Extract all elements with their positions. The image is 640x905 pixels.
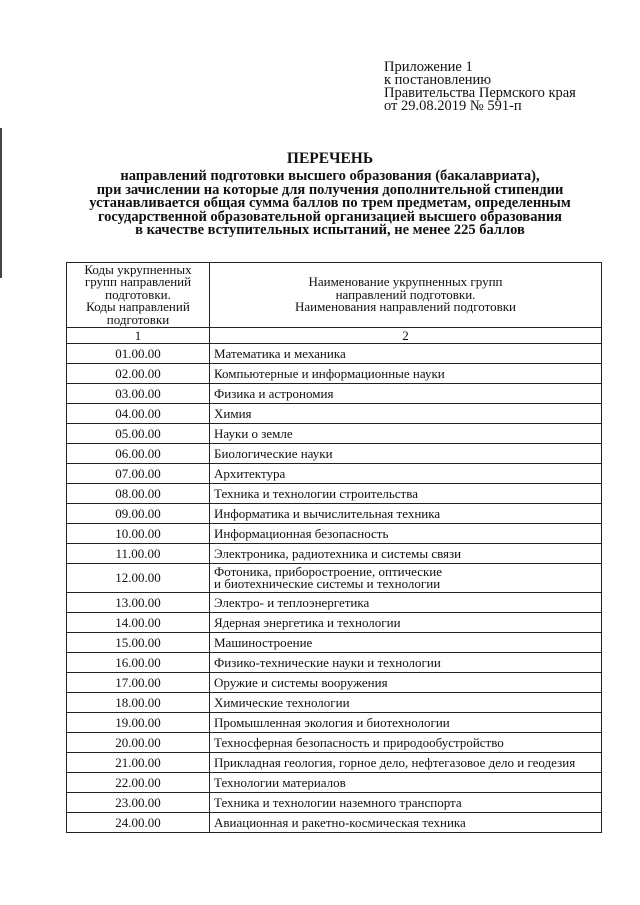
direction-name-line: Технологии материалов [214, 775, 346, 790]
direction-name-line: Математика и механика [214, 346, 346, 361]
direction-code: 19.00.00 [67, 713, 210, 733]
direction-name [210, 633, 602, 653]
table-row [67, 444, 602, 464]
table-row [67, 504, 602, 524]
direction-code: 14.00.00 [67, 613, 210, 633]
scan-edge-mark [0, 128, 2, 278]
table-row [67, 753, 602, 773]
table-row [67, 633, 602, 653]
header-names [210, 263, 602, 328]
direction-name [210, 813, 602, 833]
direction-name [210, 404, 602, 424]
header-names-line: направлений подготовки. [335, 286, 476, 302]
direction-name-line: Техника и технологии наземного транспорта [214, 795, 462, 810]
direction-name [210, 504, 602, 524]
header-codes-line: Коды укрупненных [84, 261, 192, 277]
direction-code: 08.00.00 [67, 484, 210, 504]
header-names-line: Наименование укрупненных групп [308, 274, 503, 290]
document-title [60, 150, 600, 238]
appendix-line: Правительства Пермского края [384, 85, 576, 101]
direction-code: 02.00.00 [67, 364, 210, 384]
direction-name-line: Информационная безопасность [214, 526, 389, 541]
table-body [67, 328, 602, 833]
direction-code: 15.00.00 [67, 633, 210, 653]
direction-name-line: Компьютерные и информационные науки [214, 366, 445, 381]
table-row [67, 424, 602, 444]
direction-name [210, 484, 602, 504]
direction-name [210, 544, 602, 564]
title-word: ПЕРЕЧЕНЬ [286, 150, 374, 167]
subtitle-line: в качестве вступительных испытаний, не менее 225 баллов [135, 222, 525, 238]
direction-code: 03.00.00 [67, 384, 210, 404]
header-names-line: Наименования направлений подготовки [294, 299, 517, 315]
direction-code: 20.00.00 [67, 733, 210, 753]
direction-name-line: Авиационная и ракетно-космическая техника [214, 815, 466, 830]
direction-name [210, 653, 602, 673]
table-row [67, 464, 602, 484]
table-row [67, 733, 602, 753]
direction-name [210, 364, 602, 384]
direction-name-line: Ядерная энергетика и технологии [214, 615, 401, 630]
direction-name-line: и биотехнические системы и технологии [214, 576, 441, 591]
column-number-row [67, 328, 602, 344]
direction-name-line: Техносферная безопасность и природообустройство [214, 735, 504, 750]
direction-name [210, 564, 602, 593]
direction-code: 16.00.00 [67, 653, 210, 673]
direction-name-line: Техника и технологии строительства [214, 486, 418, 501]
direction-code: 24.00.00 [67, 813, 210, 833]
direction-name-line: Электро- и теплоэнергетика [214, 595, 370, 610]
direction-name-line: Машиностроение [214, 635, 313, 650]
table-row [67, 713, 602, 733]
direction-code: 01.00.00 [67, 344, 210, 364]
appendix-block [384, 61, 576, 113]
direction-code: 07.00.00 [67, 464, 210, 484]
direction-name-line: Физика и астрономия [214, 386, 334, 401]
header-codes [67, 263, 210, 328]
direction-code: 10.00.00 [67, 524, 210, 544]
direction-code: 22.00.00 [67, 773, 210, 793]
table-row [67, 484, 602, 504]
table-row [67, 344, 602, 364]
table-row [67, 364, 602, 384]
header-codes-line: групп направлений [84, 274, 192, 290]
table-row [67, 404, 602, 424]
direction-name [210, 524, 602, 544]
direction-code: 17.00.00 [67, 673, 210, 693]
direction-name-line: Прикладная геология, горное дело, нефтегазовое дело и геодезия [214, 755, 576, 770]
direction-name [210, 464, 602, 484]
table-row [67, 813, 602, 833]
direction-name-line: Информатика и вычислительная техника [214, 506, 441, 521]
direction-name [210, 793, 602, 813]
direction-code: 11.00.00 [67, 544, 210, 564]
table-row [67, 773, 602, 793]
table-row [67, 693, 602, 713]
column-number: 2 [210, 328, 602, 344]
direction-name [210, 693, 602, 713]
table-row [67, 653, 602, 673]
direction-name [210, 384, 602, 404]
direction-code: 09.00.00 [67, 504, 210, 524]
header-codes-line: Коды направлений [86, 299, 190, 315]
table-row [67, 384, 602, 404]
table-row [67, 544, 602, 564]
direction-code: 21.00.00 [67, 753, 210, 773]
subtitle-line: устанавливается общая сумма баллов по трем предметам, определенным [89, 195, 571, 211]
appendix-line: к постановлению [384, 72, 492, 88]
direction-name [210, 593, 602, 613]
direction-name-line: Промышленная экология и биотехнологии [214, 715, 450, 730]
table-header-row [67, 263, 602, 328]
direction-name-line: Фотоника, приборостроение, оптические [214, 564, 443, 579]
direction-name [210, 444, 602, 464]
table-row [67, 593, 602, 613]
table-row [67, 613, 602, 633]
direction-name-line: Науки о земле [214, 426, 293, 441]
direction-code: 12.00.00 [67, 564, 210, 593]
direction-name [210, 613, 602, 633]
appendix-line: от 29.08.2019 № 591-п [384, 98, 522, 114]
direction-code: 06.00.00 [67, 444, 210, 464]
direction-name [210, 424, 602, 444]
table-row [67, 524, 602, 544]
direction-name-line: Химия [214, 406, 252, 421]
table-row [67, 673, 602, 693]
directions-table [66, 262, 602, 833]
direction-code: 04.00.00 [67, 404, 210, 424]
direction-code: 23.00.00 [67, 793, 210, 813]
column-number: 1 [67, 328, 210, 344]
subtitle-line: при зачислении на которые для получения дополнительной стипендии [96, 181, 564, 198]
subtitle-line: государственной образовательной организацией высшего образования [97, 208, 563, 225]
direction-code: 18.00.00 [67, 693, 210, 713]
table-row [67, 793, 602, 813]
direction-name-line: Химические технологии [214, 695, 350, 710]
direction-name [210, 673, 602, 693]
header-codes-line: подготовки [106, 311, 170, 327]
direction-name [210, 753, 602, 773]
direction-name-line: Архитектура [214, 466, 286, 481]
direction-name-line: Физико-технические науки и технологии [214, 655, 441, 670]
direction-name-line: Биологические науки [214, 446, 333, 461]
direction-name [210, 733, 602, 753]
direction-name-line: Электроника, радиотехника и системы связи [214, 546, 462, 561]
direction-code: 05.00.00 [67, 424, 210, 444]
table-row [67, 564, 602, 593]
direction-code: 13.00.00 [67, 593, 210, 613]
direction-name-line: Оружие и системы вооружения [214, 675, 388, 690]
direction-name [210, 344, 602, 364]
direction-name [210, 773, 602, 793]
direction-name [210, 713, 602, 733]
appendix-line: Приложение 1 [384, 59, 473, 75]
subtitle-line: направлений подготовки высшего образования (бакалавриата), [120, 168, 540, 184]
header-codes-line: подготовки. [105, 286, 171, 302]
